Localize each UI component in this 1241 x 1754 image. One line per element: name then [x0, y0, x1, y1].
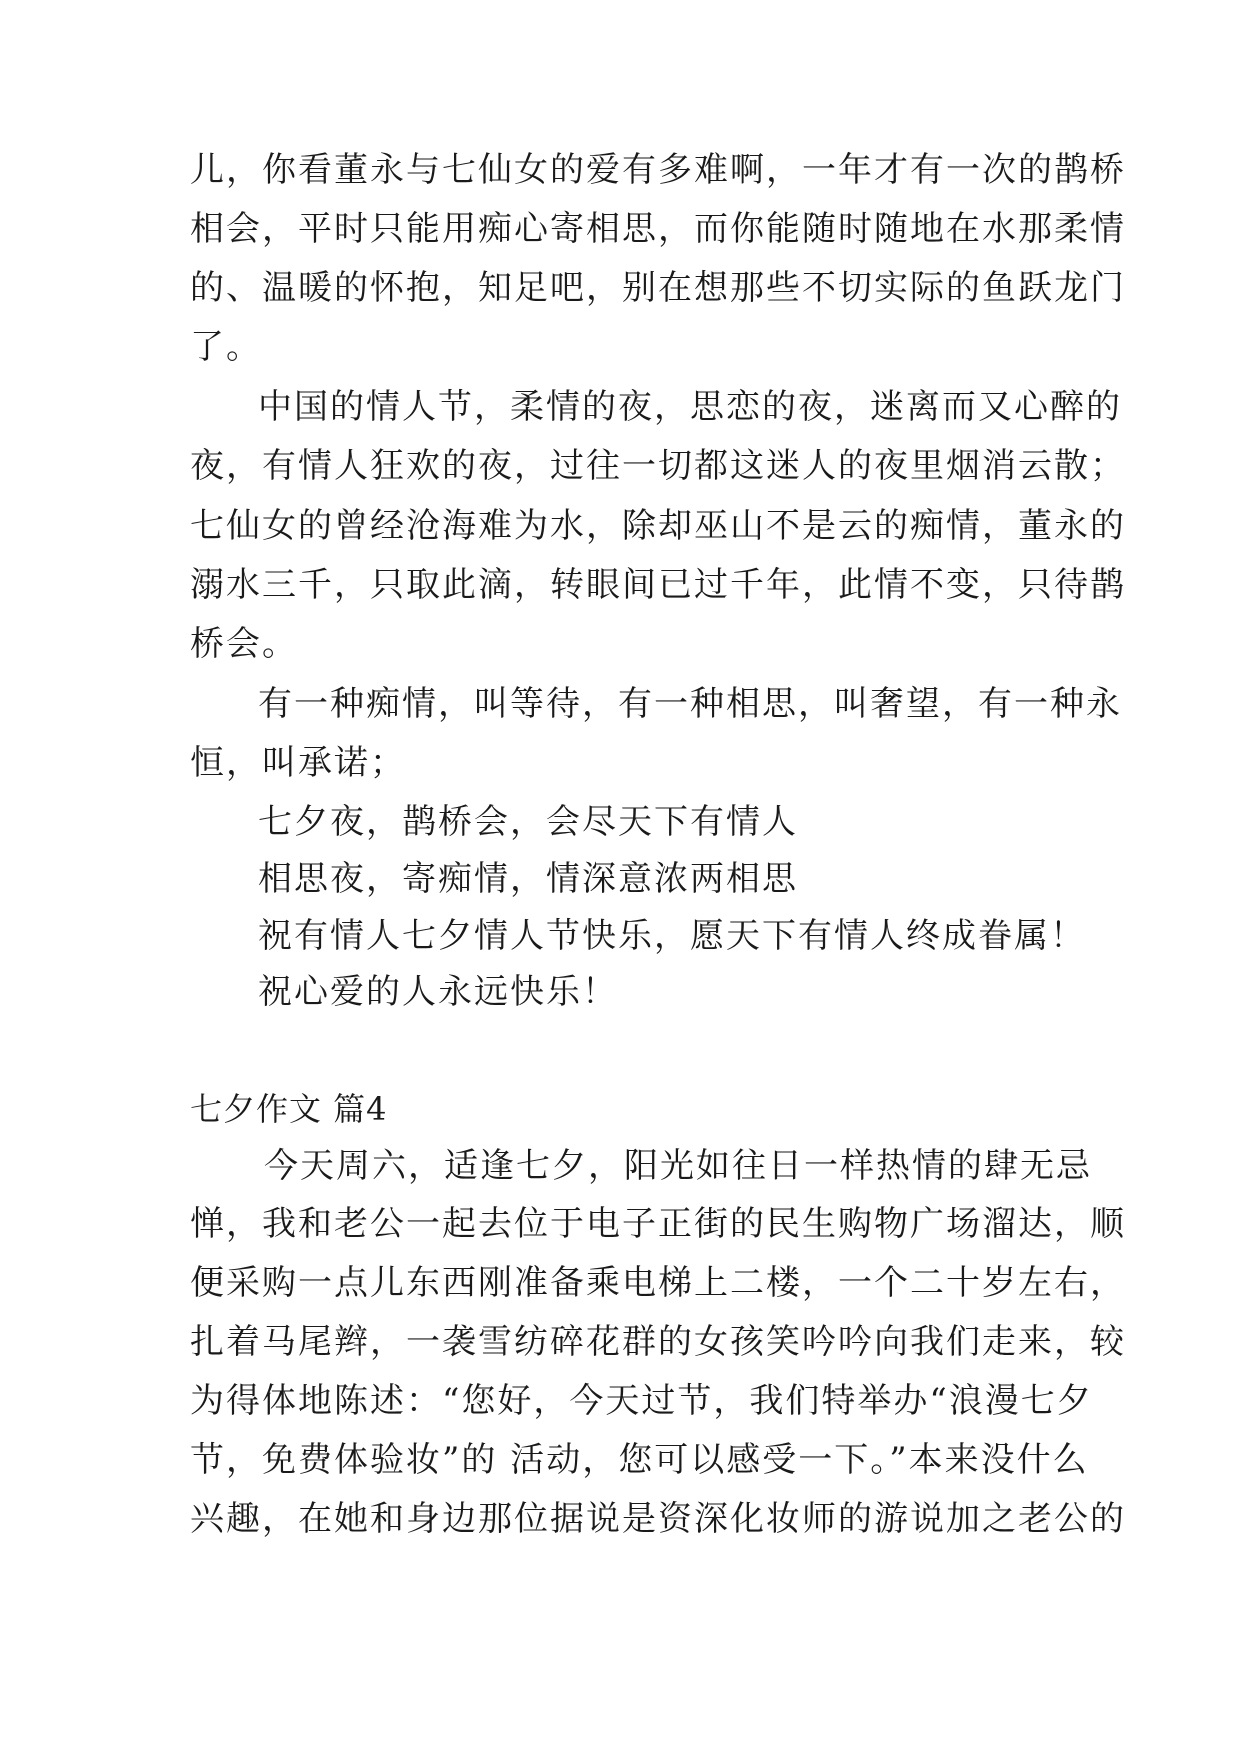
- paragraph-line: 节，免费体验妆”的 活动，您可以感受一下。”本来没什么: [190, 1440, 1089, 1480]
- verse-line: 祝心爱的人永远快乐！: [258, 972, 618, 1012]
- verse-line: 七夕夜，鹊桥会，会尽天下有情人: [258, 802, 798, 842]
- paragraph-line: 相会，平时只能用痴心寄相思，而你能随时随地在水那柔情: [190, 209, 1126, 249]
- paragraph-line: 扎着马尾辫，一袭雪纺碎花群的女孩笑吟吟向我们走来，较: [190, 1322, 1126, 1362]
- paragraph-line: 恒，叫承诺；: [190, 743, 406, 783]
- paragraph-line: 的、温暖的怀抱，知足吧，别在想那些不切实际的鱼跃龙门: [190, 268, 1126, 308]
- paragraph-line: 儿，你看董永与七仙女的爱有多难啊，一年才有一次的鹊桥: [190, 150, 1126, 190]
- paragraph-line: 便采购一点儿东西刚准备乘电梯上二楼，一个二十岁左右，: [190, 1263, 1126, 1303]
- paragraph-line: 为得体地陈述：“您好，今天过节，我们特举办“浪漫七夕: [190, 1381, 1093, 1421]
- paragraph-line: 溺水三千，只取此滴，转眼间已过千年，此情不变，只待鹊: [190, 565, 1126, 605]
- paragraph-line: 今天周六，适逢七夕，阳光如往日一样热情的肆无忌: [264, 1146, 1092, 1186]
- verse-line: 相思夜，寄痴情，情深意浓两相思: [258, 859, 798, 899]
- paragraph-line: 夜，有情人狂欢的夜，过往一切都这迷人的夜里烟消云散；: [190, 446, 1126, 486]
- paragraph-line: 惮，我和老公一起去位于电子正街的民生购物广场溜达，顺: [190, 1204, 1126, 1244]
- paragraph-line: 中国的情人节，柔情的夜，思恋的夜，迷离而又心醉的: [258, 387, 1122, 427]
- paragraph-line: 兴趣，在她和身边那位据说是资深化妆师的游说加之老公的: [190, 1499, 1126, 1539]
- paragraph-line: 了。: [190, 327, 262, 367]
- paragraph-line: 七仙女的曾经沧海难为水，除却巫山不是云的痴情，董永的: [190, 506, 1126, 546]
- section-heading: 七夕作文 篇4: [190, 1090, 388, 1128]
- paragraph-line: 有一种痴情，叫等待，有一种相思，叫奢望，有一种永: [258, 684, 1122, 724]
- verse-line: 祝有情人七夕情人节快乐，愿天下有情人终成眷属！: [258, 916, 1086, 956]
- paragraph-line: 桥会。: [190, 624, 298, 664]
